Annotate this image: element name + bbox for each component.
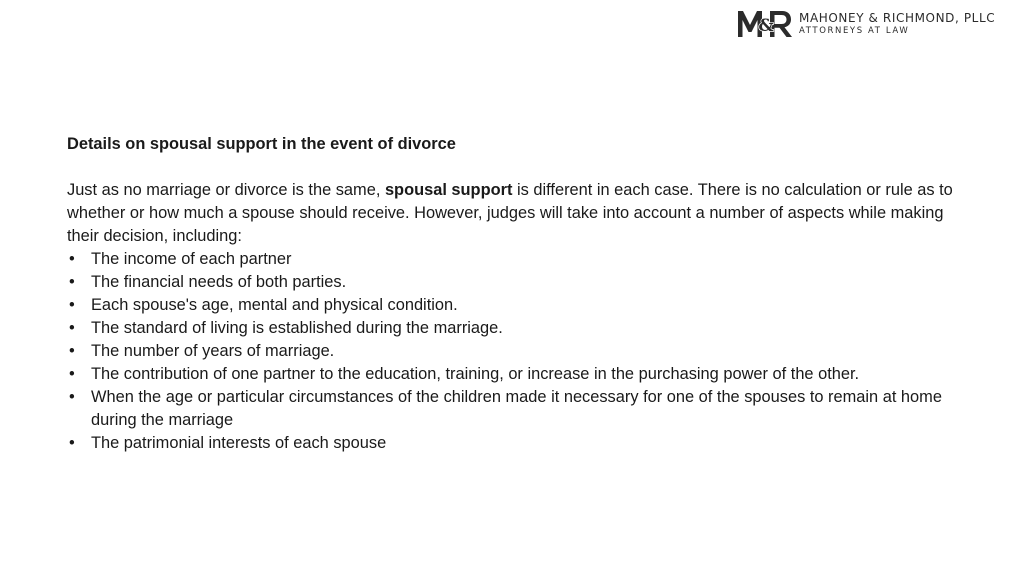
intro-paragraph xyxy=(67,179,957,248)
list-item xyxy=(67,340,957,363)
list-item xyxy=(67,248,957,271)
list-item-text: The contribution of one partner to the education, training, or increase in the purchasing power of the other. xyxy=(91,365,860,383)
factors-list xyxy=(67,248,957,455)
list-item-text: The number of years of marriage. xyxy=(91,342,335,360)
bullet-icon: • xyxy=(69,319,75,337)
firm-name: MAHONEY & RICHMOND, PLLC xyxy=(799,11,996,25)
paragraph-spacer xyxy=(67,156,957,179)
list-item-text: The financial needs of both parties. xyxy=(91,273,347,291)
firm-tagline: ATTORNEYS AT LAW xyxy=(799,26,910,36)
bullet-icon: • xyxy=(69,388,75,406)
list-item-text: The patrimonial interests of each spouse xyxy=(91,434,387,452)
list-item-text: Each spouse's age, mental and physical condition. xyxy=(91,296,458,314)
list-item xyxy=(67,271,957,294)
intro-bold-term: spousal support xyxy=(384,181,513,199)
list-item-text: The income of each partner xyxy=(91,250,292,268)
list-item xyxy=(67,363,957,386)
firm-logo xyxy=(737,9,995,39)
list-item xyxy=(67,317,957,340)
bullet-icon: • xyxy=(69,250,75,268)
list-item-text: The standard of living is established during the marriage. xyxy=(91,319,503,337)
list-item xyxy=(67,294,957,317)
article-heading: Details on spousal support in the event of divorce xyxy=(67,135,456,153)
svg-text:&: & xyxy=(758,16,774,36)
logo-text xyxy=(799,11,995,37)
list-item xyxy=(67,432,957,455)
bullet-icon: • xyxy=(69,296,75,314)
intro-text-end: is different in each case. There is no calculation or rule as to whether or how much a spouse should receive. However, judges will take into account a number of aspects while making their decision, including: xyxy=(67,181,953,245)
bullet-icon: • xyxy=(69,365,75,383)
law-firm-monogram-icon xyxy=(737,9,795,39)
article-body xyxy=(67,133,957,455)
bullet-icon: • xyxy=(69,434,75,452)
bullet-icon: • xyxy=(69,273,75,291)
list-item xyxy=(67,386,957,432)
bullet-icon: • xyxy=(69,342,75,360)
intro-text-start: Just as no marriage or divorce is the same, xyxy=(67,181,385,199)
list-item-text: When the age or particular circumstances of the children made it necessary for one of the spouses to remain at home during the marriage xyxy=(91,388,942,429)
